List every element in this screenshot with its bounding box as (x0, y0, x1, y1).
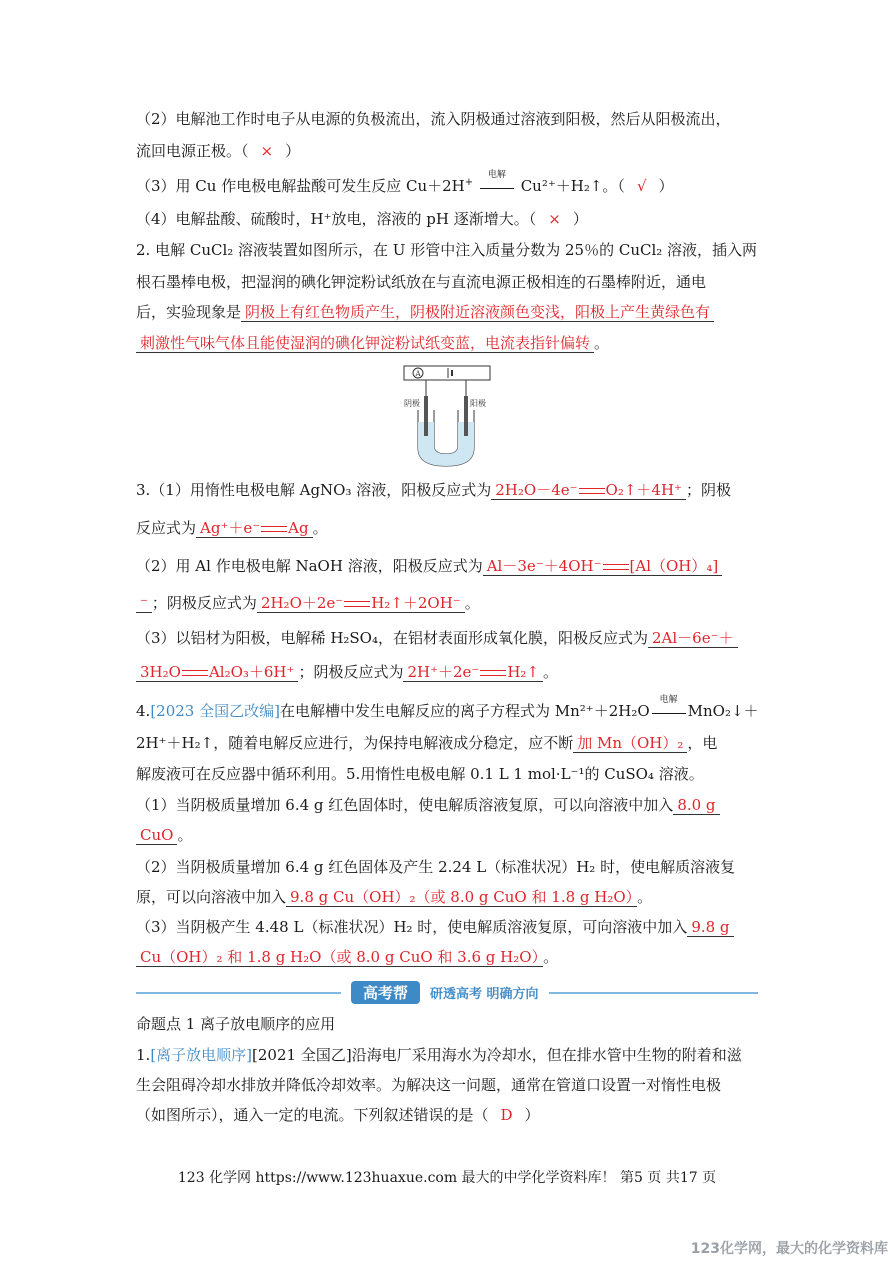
text: 2H⁺＋H₂↑，随着电解反应进行，为保持电解液成分稳定，应不断 (136, 734, 574, 752)
answer-cross-mark: × (548, 210, 561, 228)
text-line (136, 660, 761, 684)
text: （2）当阴极质量增加 6.4 g 红色固体及产生 2.24 L（标准状况）H₂ 时，使电解质溶液复 (136, 858, 736, 876)
text: Cu²⁺＋H₂↑。（ (520, 177, 625, 195)
text: （3）当阴极产生 4.48 L（标准状况）H₂ 时，使电解质溶液复原，可向溶液中加入 (136, 918, 688, 936)
text-line (136, 300, 761, 324)
text: 。 (464, 594, 480, 612)
text-line (136, 1103, 761, 1127)
answer-text: ⁻ (136, 594, 152, 613)
answer-text: Ag (288, 519, 309, 537)
text: ；阴极 (685, 481, 731, 499)
answer-text: 2H₂O－4e⁻ (495, 481, 578, 499)
text: （2）电解池工作时电子从电源的负极流出，流入阴极通过溶液到阳极，然后从阳极流出， (136, 110, 731, 128)
topic-heading (136, 1012, 761, 1036)
answer-blank: 9.8 g (687, 918, 733, 937)
answer-blank: 8.0 g (673, 796, 719, 815)
text: 后，实验现象是 (136, 303, 242, 321)
answer-blank: 加 Mn（OH）₂ (573, 734, 687, 753)
anode-label: 阳极 (470, 399, 486, 408)
answer-blank (483, 557, 723, 576)
text-line (136, 139, 761, 163)
answer-blank: 刺激性气味气体且能使湿润的碘化钾淀粉试纸变蓝，电流表指针偏转 (136, 334, 594, 353)
answer-text: H₂↑ (507, 663, 540, 681)
answer-text: [Al（OH）₄] (629, 557, 719, 575)
text: （如图所示），通入一定的电流。下列叙述错误的是（ (136, 1106, 489, 1124)
text-line (136, 331, 761, 355)
answer-text: 2H⁺＋2e⁻ (407, 663, 480, 681)
text-line (136, 855, 761, 879)
answer-text: Al－3e⁻＋4OH⁻ (486, 557, 602, 575)
text: （3）以铝材为阳极，电解稀 H₂SO₄，在铝材表面形成氧化膜，阳极反应式为 (136, 629, 648, 647)
answer-blank (403, 663, 543, 682)
text-line (136, 554, 761, 578)
text: 2. 电解 CuCl₂ 溶液装置如图所示，在 U 形管中注入质量分数为 25％的 CuCl₂ 溶液，插入两 (136, 241, 758, 259)
text: （1）当阴极质量增加 6.4 g 红色固体时，使电解质溶液复原，可以向溶液中加入 (136, 796, 674, 814)
text: 在电解槽中发生电解反应的离子方程式为 Mn²⁺＋2H₂O (279, 702, 650, 720)
text-line (136, 945, 761, 969)
text: ） (285, 142, 301, 160)
text: （3）用 Cu 作电极电解盐酸可发生反应 Cu＋2H (136, 177, 465, 195)
answer-check-mark: √ (636, 177, 647, 195)
text: 。 (177, 826, 193, 844)
answer-text: 2Al－6e⁻＋ (648, 629, 738, 648)
text: ，电 (687, 734, 718, 752)
answer-text: O₂↑＋4H⁺ (605, 481, 682, 499)
answer-cross-mark: × (260, 142, 274, 160)
answer-blank (491, 481, 686, 500)
u-tube-apparatus-figure (396, 360, 496, 470)
text: （4）电解盐酸、硫酸时，H⁺放电，溶液的 pH 逐渐增大。（ (136, 210, 537, 228)
answer-blank: 9.8 g Cu（OH）₂（或 8.0 g CuO 和 1.8 g H₂O） (286, 888, 637, 907)
text: 原，可以向溶液中加入 (136, 888, 287, 906)
text: ） (524, 1106, 540, 1124)
text: 沿海电厂采用海水为冷却水，但在排水管中生物的附着和滋 (351, 1046, 742, 1064)
banner-badge: 高考帮 (351, 981, 420, 1004)
source-tag: [离子放电顺序] (150, 1046, 253, 1064)
source-tag: [2023 全国乙改编] (150, 702, 280, 720)
answer-blank (136, 663, 298, 682)
text-line (136, 915, 761, 939)
text-line (136, 1073, 761, 1097)
text: ；阴极反应式为 (298, 663, 404, 681)
text-line (136, 238, 761, 262)
answer-text: H₂↑＋2OH⁻ (371, 594, 461, 612)
text-line (136, 478, 761, 502)
answer-blank (196, 519, 313, 538)
answer-blank: 阴极上有红色物质产生，阴极附近溶液颜色变浅，阳极上产生黄绿色有 (241, 303, 714, 322)
text-line (136, 793, 761, 817)
text-line (136, 626, 761, 650)
answer-blank: CuO (136, 826, 177, 845)
text-line (136, 885, 761, 909)
answer-text: Al₂O₃＋6H⁺ (208, 663, 295, 681)
banner-slogan: 研透高考 明确方向 (430, 986, 539, 1002)
text: 反应式为 (136, 519, 197, 537)
text-line (136, 695, 761, 723)
text-line (136, 107, 761, 131)
text-line (136, 270, 761, 294)
text: 生会阻碍冷却水排放并降低冷却效率。为解决这一问题，通常在管道口设置一对惰性电极 (136, 1076, 722, 1094)
section-banner (136, 980, 758, 1008)
text: ） (658, 177, 674, 195)
text-line (136, 823, 761, 847)
answer-text: 3H₂O (140, 663, 181, 681)
text: 流回电源正极。（ (136, 142, 249, 160)
text: 。 (594, 334, 610, 352)
text: ） (572, 210, 588, 228)
condition-label: 电解 (659, 695, 678, 705)
watermark: 123化学网，最大的化学资料库 (690, 1241, 888, 1257)
text: 根石墨棒电极，把湿润的碘化钾淀粉试纸放在与直流电源正极相连的石墨棒附近，通电 (136, 273, 707, 291)
text: MnO₂↓＋ (687, 702, 759, 720)
answer-blank (257, 594, 465, 613)
text: 3.（1）用惰性电极电解 AgNO₃ 溶液，阳极反应式为 (136, 481, 492, 499)
text-line (136, 516, 761, 540)
answer-choice: D (500, 1106, 513, 1124)
banner-tag (341, 980, 549, 1004)
text-line (136, 207, 761, 231)
text: 命题点 1 离子放电顺序的应用 (136, 1015, 336, 1033)
text: ；阴极反应式为 (151, 594, 257, 612)
text: 4. (136, 702, 151, 720)
answer-text: 2H₂O＋2e⁻ (260, 594, 344, 612)
text: （2）用 Al 作电极电解 NaOH 溶液，阳极反应式为 (136, 557, 483, 575)
text-line (136, 762, 761, 786)
ammeter-label: A (415, 370, 421, 378)
condition-label: 电解 (487, 170, 506, 180)
text-line: （3）用 Cu 作电极电解盐酸可发生反应 Cu＋2H+ 电解 Cu²⁺＋H₂↑。（ √ ） (136, 170, 674, 195)
text: 1. (136, 1046, 151, 1064)
electrolysis-arrow (480, 170, 514, 194)
electrolysis-arrow (652, 695, 686, 719)
source-tag: [2021 全国乙] (252, 1046, 352, 1064)
cathode-label: 阴极 (404, 399, 420, 408)
page-footer: 123 化学网 https://www.123huaxue.com 最大的中学化学资料库！ 第5 页 共17 页 (177, 1170, 717, 1186)
text-line (136, 1043, 761, 1067)
text-line (136, 591, 761, 615)
text: 。 (543, 663, 559, 681)
answer-text: Ag⁺＋e⁻ (200, 519, 261, 537)
text: 。 (312, 519, 328, 537)
text: 。 (637, 888, 653, 906)
text-line (136, 731, 761, 755)
text: 解废液可在反应器中循环利用。5.用惰性电极电解 0.1 L 1 mol·L⁻¹的 CuSO₄ 溶液。 (136, 765, 704, 783)
answer-blank: Cu（OH）₂ 和 1.8 g H₂O（或 8.0 g CuO 和 3.6 g H₂O） (136, 948, 543, 967)
text: 。 (543, 948, 559, 966)
